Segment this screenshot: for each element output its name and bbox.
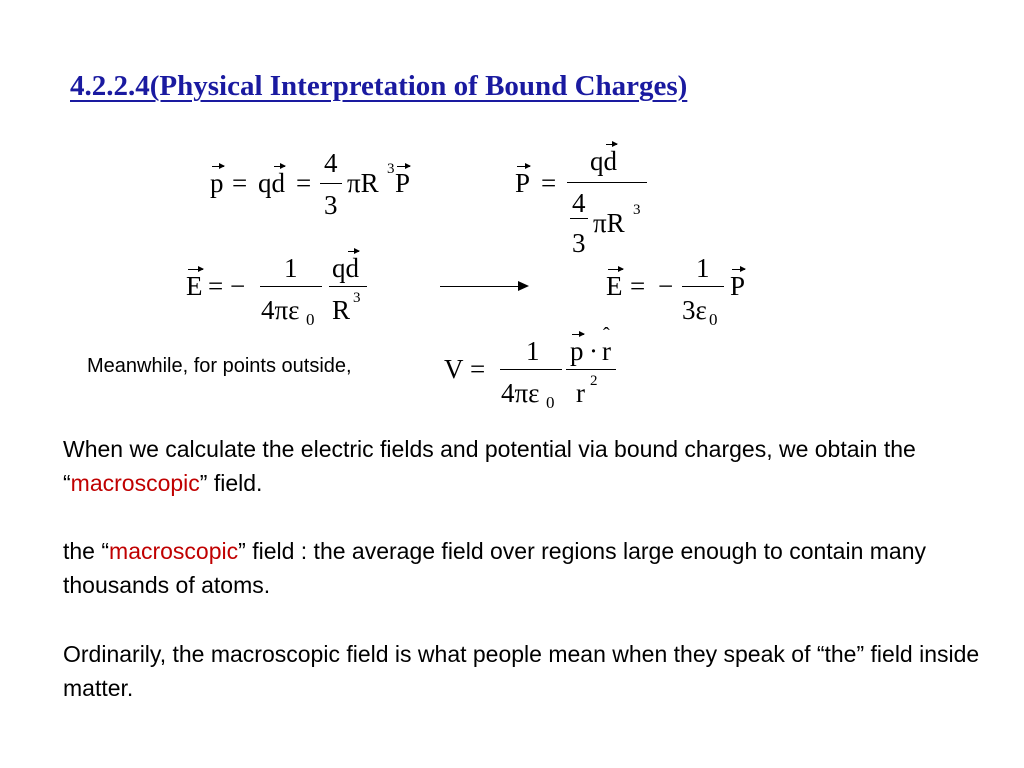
- dot-operator: ·: [589, 336, 598, 366]
- unit-vector-r: ˆ r: [602, 338, 611, 365]
- vector-d: d: [603, 146, 617, 176]
- subscript-zero: 0: [709, 310, 718, 329]
- exponent: 3: [387, 161, 395, 177]
- vector-P: P: [515, 168, 531, 198]
- paragraph-ordinary-meaning: Ordinarily, the macroscopic field is what people mean when they speak of “the” field inside matter.: [63, 641, 980, 701]
- subscript-zero: 0: [546, 393, 555, 412]
- inner-numerator: 4: [572, 188, 586, 218]
- vector-E: E: [186, 271, 203, 301]
- paragraph-text: ” field.: [199, 470, 263, 496]
- equation-field-polarization: [606, 255, 756, 335]
- pi-r: πR: [593, 208, 625, 238]
- vector-P: P: [730, 271, 746, 301]
- vector-P: P: [395, 168, 411, 198]
- equation-dipole-moment: p = q d = 4 3 πR 3 P: [210, 148, 411, 220]
- paragraph-text: When we calculate the electric fields and potential via bound charges, we obtain the “: [63, 436, 916, 496]
- minus-sign: −: [658, 271, 674, 301]
- denominator-r: r: [576, 378, 585, 408]
- fraction-numerator: 4: [324, 148, 338, 178]
- vector-E: E: [606, 271, 623, 301]
- exponent: 3: [353, 290, 361, 306]
- minus-sign: −: [230, 271, 246, 301]
- vector-d: d: [345, 253, 359, 283]
- denominator-R: R: [332, 295, 351, 325]
- equation-potential-outside: [444, 338, 634, 418]
- fraction-denominator: 3: [324, 190, 338, 220]
- subscript-zero: 0: [306, 310, 315, 329]
- vector-p: p: [570, 336, 584, 366]
- exponent: 2: [590, 373, 598, 389]
- equation-field-inside: E = − 1 4πε 0 q d R 3: [186, 255, 386, 335]
- slide-title: 4.2.2.4(Physical Interpretation of Bound Charges): [70, 70, 688, 102]
- numerator-one: 1: [696, 253, 710, 283]
- numerator-one: 1: [526, 336, 540, 366]
- vector-d: d: [271, 168, 285, 198]
- equals-sign: =: [630, 271, 646, 301]
- pi-r: πR: [347, 168, 379, 198]
- denominator-3eps: 3ε: [682, 295, 707, 325]
- numerator-one: 1: [284, 253, 298, 283]
- exponent: 3: [633, 202, 641, 218]
- paragraph-macroscopic-field: [63, 432, 1003, 500]
- highlight-macroscopic: macroscopic: [70, 470, 200, 496]
- equals-sign: =: [232, 168, 248, 198]
- potential-V: V: [444, 354, 464, 384]
- inner-denominator: 3: [572, 228, 586, 258]
- equation-polarization: P = q d 4 3 πR 3: [515, 145, 665, 255]
- equals-sign: =: [541, 168, 557, 198]
- paragraph-text: ” field : the average field over regions large enough to contain many thousands of atoms.: [63, 538, 927, 598]
- outside-note: Meanwhile, for points outside,: [87, 355, 352, 377]
- equals-sign: =: [208, 271, 224, 301]
- highlight-macroscopic: macroscopic: [109, 538, 239, 564]
- paragraph-definition: [63, 534, 1003, 602]
- paragraph-text: the “: [63, 538, 110, 564]
- equals-sign: =: [470, 354, 486, 384]
- vector-p: p: [210, 168, 224, 198]
- denominator-4pieps: 4πε: [501, 378, 540, 408]
- equals-sign: =: [296, 168, 312, 198]
- denominator-4pieps: 4πε: [261, 295, 300, 325]
